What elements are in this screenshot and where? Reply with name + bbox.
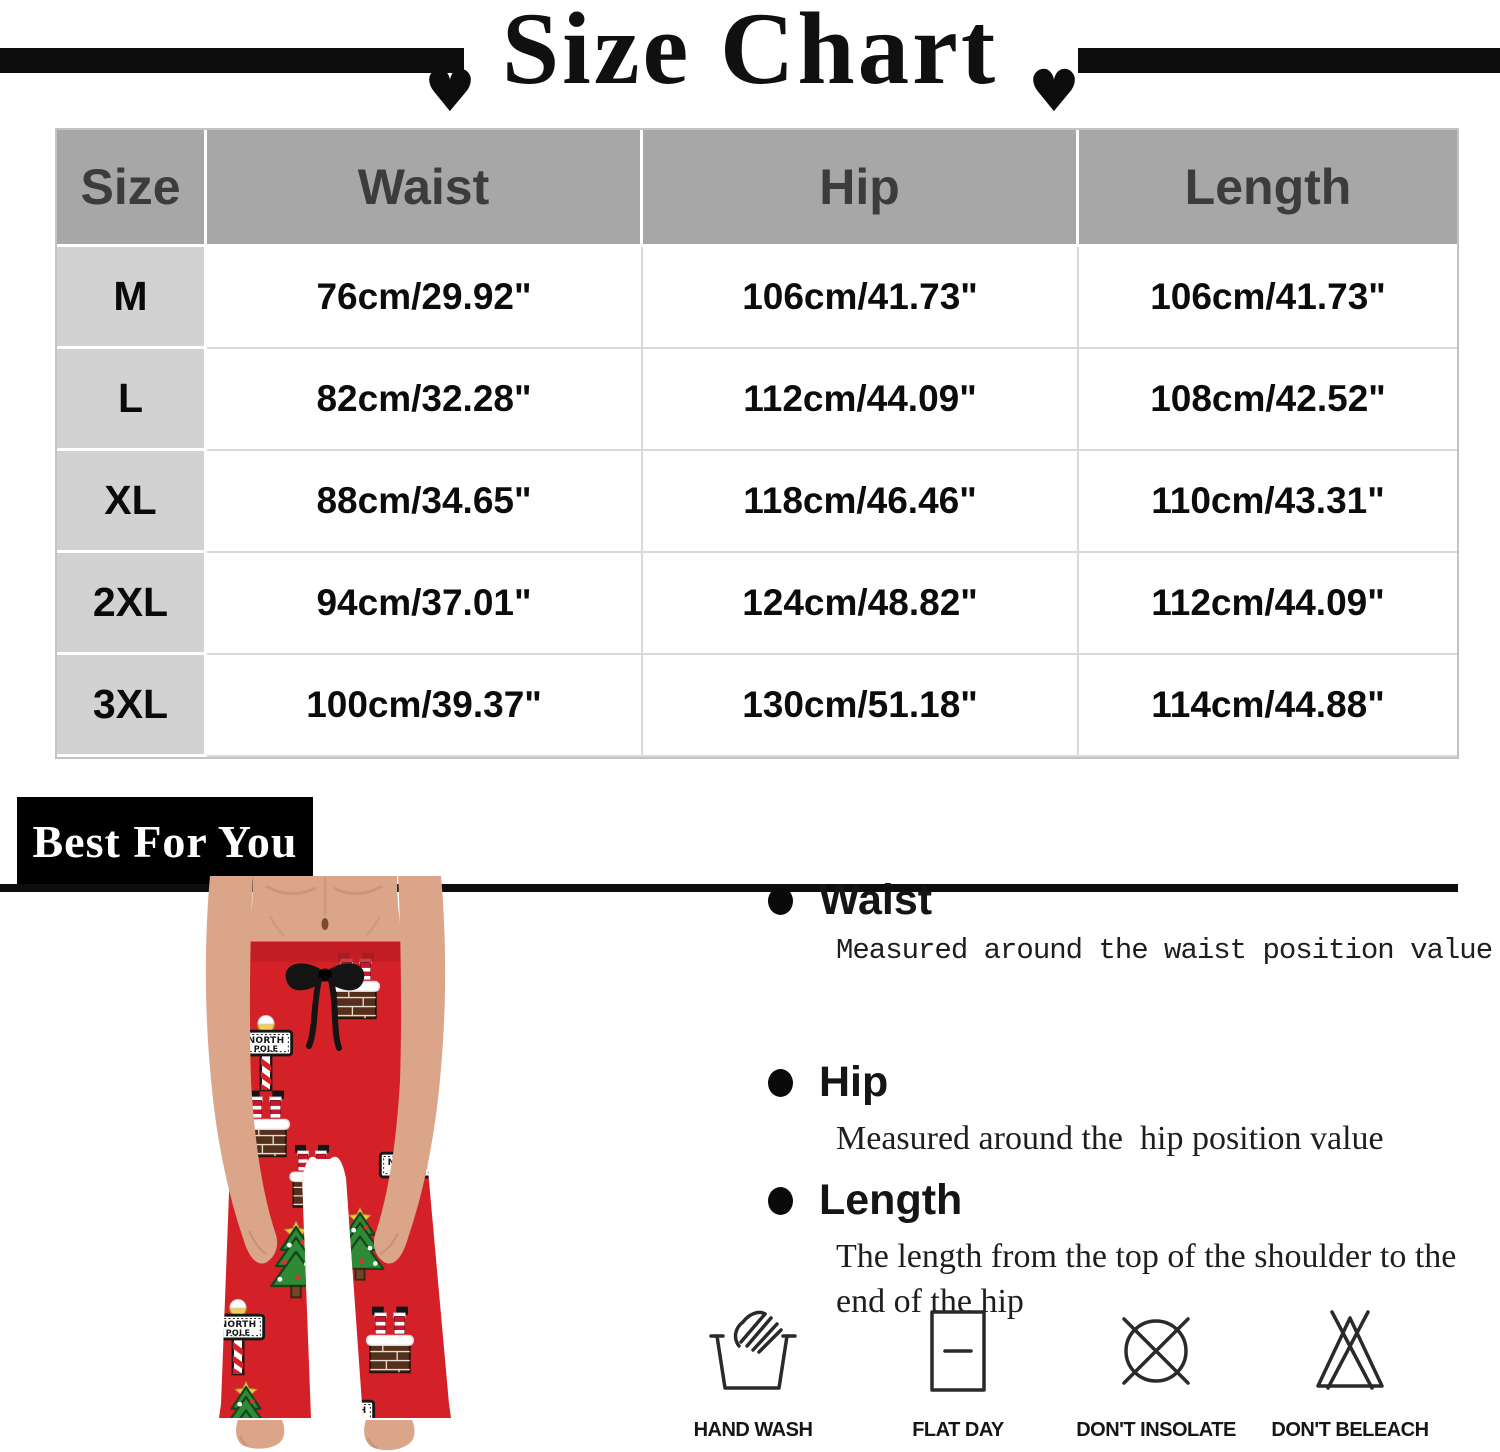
size-chart-table bbox=[55, 128, 1459, 759]
navel bbox=[322, 918, 329, 930]
page-title: Size Chart bbox=[501, 0, 999, 106]
care-item-no-bleach bbox=[1270, 1300, 1430, 1442]
length-cell: 108cm/42.52" bbox=[1079, 349, 1457, 451]
care-item-hand-wash bbox=[673, 1300, 833, 1442]
hip-cell: 118cm/46.46" bbox=[643, 451, 1079, 553]
hip-cell: 124cm/48.82" bbox=[643, 553, 1079, 655]
length-cell: 112cm/44.09" bbox=[1079, 553, 1457, 655]
bullet-icon bbox=[768, 1187, 793, 1215]
waist-cell: 76cm/29.92" bbox=[207, 247, 643, 349]
care-label: DON'T INSOLATE bbox=[1076, 1419, 1236, 1441]
note-hip bbox=[768, 1058, 1384, 1161]
size-cell: 3XL bbox=[57, 655, 207, 757]
size-cell: M bbox=[57, 247, 207, 349]
column-header-hip: Hip bbox=[643, 130, 1079, 247]
heart-icon: ♥ bbox=[1028, 57, 1080, 125]
size-cell: 2XL bbox=[57, 553, 207, 655]
bullet-icon bbox=[768, 887, 793, 915]
no-iron-icon bbox=[1104, 1300, 1208, 1405]
column-header-waist: Waist bbox=[207, 130, 643, 247]
model-feet bbox=[236, 1420, 415, 1450]
length-cell: 114cm/44.88" bbox=[1079, 655, 1457, 757]
model-photo bbox=[150, 876, 550, 1452]
waist-cell: 82cm/32.28" bbox=[207, 349, 643, 451]
length-cell: 110cm/43.31" bbox=[1079, 451, 1457, 553]
section-title: Best For You bbox=[17, 797, 313, 885]
size-cell: XL bbox=[57, 451, 207, 553]
no-bleach-icon bbox=[1298, 1300, 1402, 1405]
bullet-icon bbox=[768, 1069, 793, 1097]
note-waist bbox=[768, 876, 1492, 967]
column-header-size: Size bbox=[57, 130, 207, 247]
care-label: DON'T BELEACH bbox=[1271, 1419, 1429, 1441]
heart-icon: ♥ bbox=[424, 57, 476, 125]
model-torso bbox=[248, 876, 403, 940]
flat-dry-icon bbox=[906, 1300, 1010, 1405]
column-header-length: Length bbox=[1079, 130, 1457, 247]
care-label: HAND WASH bbox=[693, 1419, 813, 1441]
note-term: Hip bbox=[819, 1058, 889, 1106]
size-cell: L bbox=[57, 349, 207, 451]
hip-cell: 106cm/41.73" bbox=[643, 247, 1079, 349]
note-description: Measured around the waist position value bbox=[836, 934, 1493, 967]
hip-cell: 112cm/44.09" bbox=[643, 349, 1079, 451]
hand-wash-icon bbox=[701, 1300, 805, 1405]
note-description: Measured around the hip position value bbox=[836, 1120, 1384, 1157]
note-term: Waist bbox=[819, 876, 933, 924]
care-item-flat-dry bbox=[878, 1300, 1038, 1442]
care-label: FLAT DAY bbox=[912, 1419, 1004, 1441]
length-cell: 106cm/41.73" bbox=[1079, 247, 1457, 349]
waist-cell: 88cm/34.65" bbox=[207, 451, 643, 553]
note-description: The length from the top of the shoulder to the end of the hip bbox=[836, 1238, 1465, 1321]
title-band bbox=[0, 0, 1500, 128]
waist-cell: 94cm/37.01" bbox=[207, 553, 643, 655]
care-item-no-iron bbox=[1076, 1300, 1236, 1442]
waist-cell: 100cm/39.37" bbox=[207, 655, 643, 757]
note-term: Length bbox=[819, 1176, 963, 1224]
hip-cell: 130cm/51.18" bbox=[643, 655, 1079, 757]
